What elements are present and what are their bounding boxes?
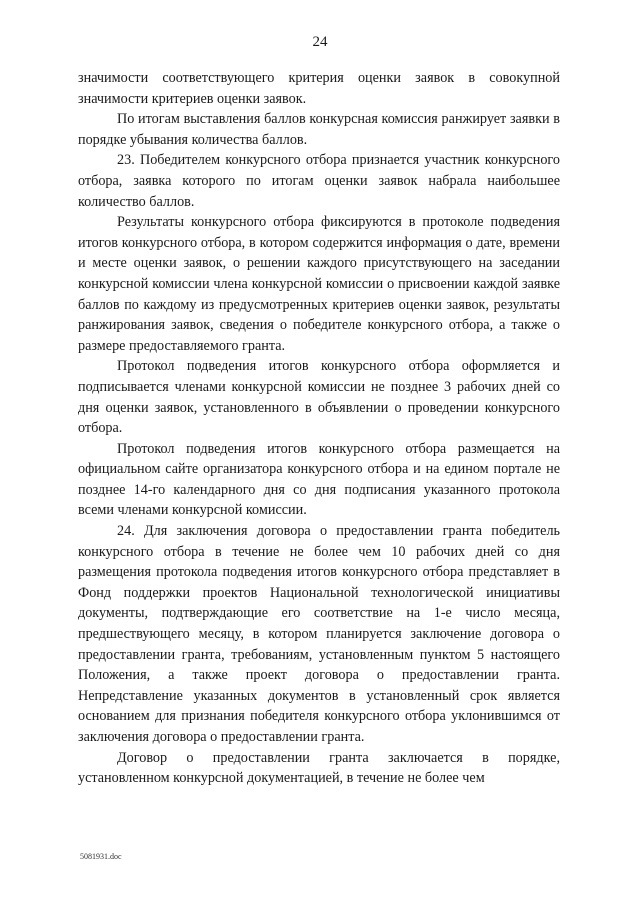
- paragraph-4: Результаты конкурсного отбора фиксируются в протоколе подведения итогов конкурсного отбора, в котором содержится информация о дате, времени и месте оценки заявок, о решении каждого присутствующего на заседании конкурсной комиссии члена конкурсной комиссии о присвоении каждой заявке баллов по каждому из предусмотренных критериев оценки заявок, результаты ранжирования заявок, сведения о победителе конкурсного отбора, а также о размере предоставляемого гранта.: [78, 214, 560, 354]
- paragraph-3: 23. Победителем конкурсного отбора признается участник конкурсного отбора, заявка которого по итогам оценки заявок набрала наибольшее количество баллов.: [78, 152, 560, 210]
- paragraph-5: Протокол подведения итогов конкурсного отбора оформляется и подписывается членами конкурсной комиссии не позднее 3 рабочих дней со дня оценки заявок, установленного в объявлении о проведении конкурсного отбора.: [78, 358, 560, 437]
- paragraph-2: По итогам выставления баллов конкурсная комиссия ранжирует заявки в порядке убывания количества баллов.: [78, 111, 560, 148]
- document-body: [78, 68, 560, 789]
- paragraph-6: Протокол подведения итогов конкурсного отбора размещается на официальном сайте организатора конкурсного отбора и на едином портале не позднее 14-го календарного дня со дня подписания указанного протокола всеми членами конкурсной комиссии.: [78, 440, 560, 519]
- paragraph-7: 24. Для заключения договора о предоставлении гранта победитель конкурсного отбора в течение не более чем 10 рабочих дней со дня размещения протокола подведения итогов конкурсного отбора представляет в Фонд поддержки проектов Национальной технологической инициативы документы, подтверждающие его соответствие на 1-е число месяца, предшествующего месяцу, в котором планируется заключение договора о предоставлении гранта, требованиям, установленным пунктом 5 настоящего Положения, а также проект договора о предоставлении гранта. Непредставление указанных документов в установленный срок является основанием для признания победителя конкурсного отбора уклонившимся от заключения договора о предоставлении гранта.: [78, 523, 560, 745]
- document-file-name: 5081931.doc: [80, 852, 122, 861]
- paragraph-1: значимости соответствующего критерия оценки заявок в совокупной значимости критериев оценки заявок.: [78, 70, 560, 107]
- paragraph-8: Договор о предоставлении гранта заключается в порядке, установленном конкурсной документацией, в течение не более чем: [78, 749, 560, 787]
- page-number: 24: [312, 34, 328, 50]
